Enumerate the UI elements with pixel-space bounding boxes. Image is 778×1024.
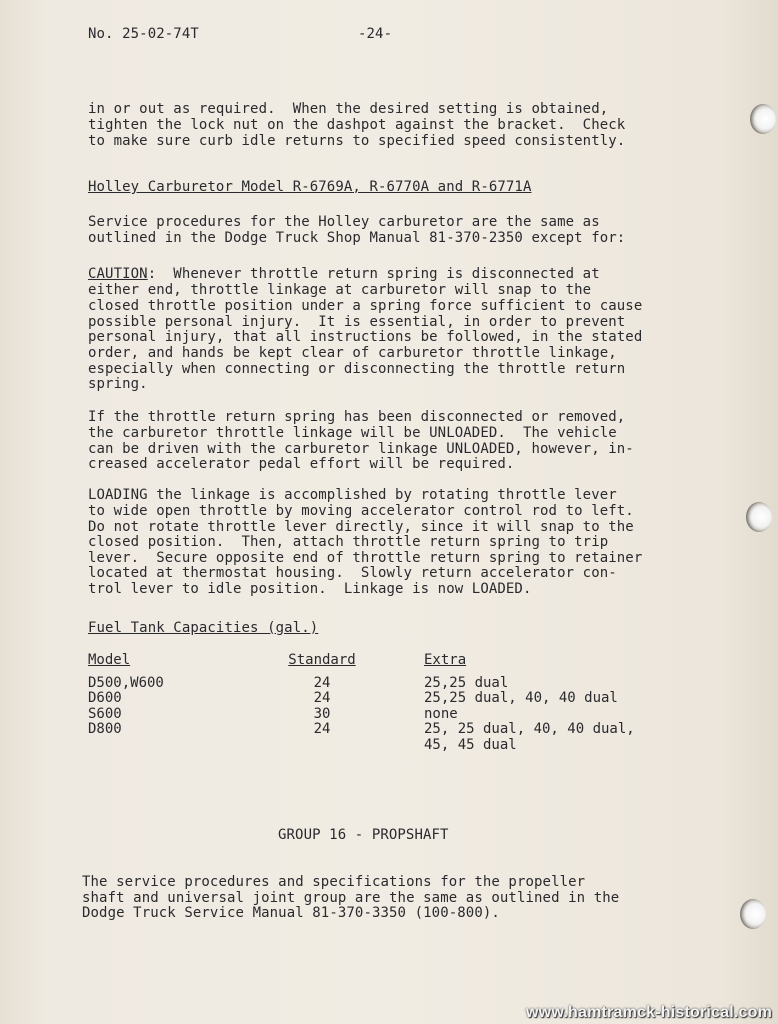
watermark: www.hamtramck-historical.com <box>526 1004 772 1021</box>
group16-line: shaft and universal joint group are the same as outlined in the <box>82 890 620 906</box>
loading-line: trol lever to idle position. Linkage is now LOADED. <box>88 581 532 597</box>
caution-line: closed throttle position under a spring force sufficient to cause <box>88 298 643 314</box>
table-cell-extra: 25,25 dual, 40, 40 dual <box>424 690 618 706</box>
table-cell-standard: 24 <box>313 721 331 737</box>
caution-line: either end, throttle linkage at carburetor will snap to the <box>88 282 592 298</box>
fuel-tank-heading: Fuel Tank Capacities (gal.) <box>88 620 319 636</box>
page-number: -24- <box>358 26 393 42</box>
unloaded-line: the carburetor throttle linkage will be UNLOADED. The vehicle <box>88 425 617 441</box>
caution-first-line <box>88 267 708 283</box>
caution-first-rest: : Whenever throttle return spring is disconnected at <box>147 266 600 282</box>
caution-label: CAUTION <box>88 266 148 282</box>
binder-hole <box>746 502 772 532</box>
table-cell-standard: 30 <box>313 706 331 722</box>
unloaded-line: creased accelerator pedal effort will be required. <box>88 456 515 472</box>
binder-hole <box>740 899 766 929</box>
table-cell-extra: 45, 45 dual <box>424 737 517 753</box>
intro-line: to make sure curb idle returns to specified speed consistently. <box>88 133 626 149</box>
group16-line: The service procedures and specifications for the propeller <box>82 874 586 890</box>
column-header-extra: Extra <box>424 652 467 668</box>
service-line: Service procedures for the Holley carburetor are the same as <box>88 214 600 230</box>
intro-line: tighten the lock nut on the dashpot against the bracket. Check <box>88 117 626 133</box>
table-cell-extra: none <box>424 706 458 722</box>
loading-line: LOADING the linkage is accomplished by rotating throttle lever <box>88 487 617 503</box>
table-cell-standard: 24 <box>313 690 331 706</box>
loading-line: located at thermostat housing. Slowly return accelerator con- <box>88 565 617 581</box>
table-cell-model: D600 <box>88 690 122 706</box>
holley-heading: Holley Carburetor Model R-6769A, R-6770A and R-6771A <box>88 179 532 195</box>
table-cell-model: S600 <box>88 706 122 722</box>
table-cell-extra: 25, 25 dual, 40, 40 dual, <box>424 721 635 737</box>
table-cell-extra: 25,25 dual <box>424 675 509 691</box>
binder-hole <box>750 104 776 134</box>
caution-line: order, and hands be kept clear of carburetor throttle linkage, <box>88 345 617 361</box>
table-cell-standard: 24 <box>313 675 331 691</box>
caution-line: personal injury, that all instructions be followed, in the stated <box>88 329 643 345</box>
unloaded-line: If the throttle return spring has been disconnected or removed, <box>88 409 626 425</box>
caution-line: spring. <box>88 376 148 392</box>
group-heading: GROUP 16 - PROPSHAFT <box>278 827 449 843</box>
loading-line: to wide open throttle by moving accelerator control rod to left. <box>88 503 634 519</box>
caution-line: possible personal injury. It is essential, in order to prevent <box>88 314 626 330</box>
table-cell-model: D500,W600 <box>88 675 164 691</box>
service-line: outlined in the Dodge Truck Shop Manual 81-370-2350 except for: <box>88 230 626 246</box>
column-header-standard: Standard <box>288 652 356 668</box>
loading-line: closed position. Then, attach throttle return spring to trip <box>88 534 609 550</box>
unloaded-line: can be driven with the carburetor linkage UNLOADED, however, in- <box>88 441 634 457</box>
document-number: No. 25-02-74T <box>88 26 199 42</box>
caution-line: especially when connecting or disconnecting the throttle return <box>88 361 626 377</box>
column-header-model: Model <box>88 652 131 668</box>
table-cell-model: D800 <box>88 721 122 737</box>
loading-line: lever. Secure opposite end of throttle return spring to retainer <box>88 550 643 566</box>
intro-line: in or out as required. When the desired setting is obtained, <box>88 101 609 117</box>
group16-line: Dodge Truck Service Manual 81-370-3350 (100-800). <box>82 905 500 921</box>
loading-line: Do not rotate throttle lever directly, since it will snap to the <box>88 519 634 535</box>
